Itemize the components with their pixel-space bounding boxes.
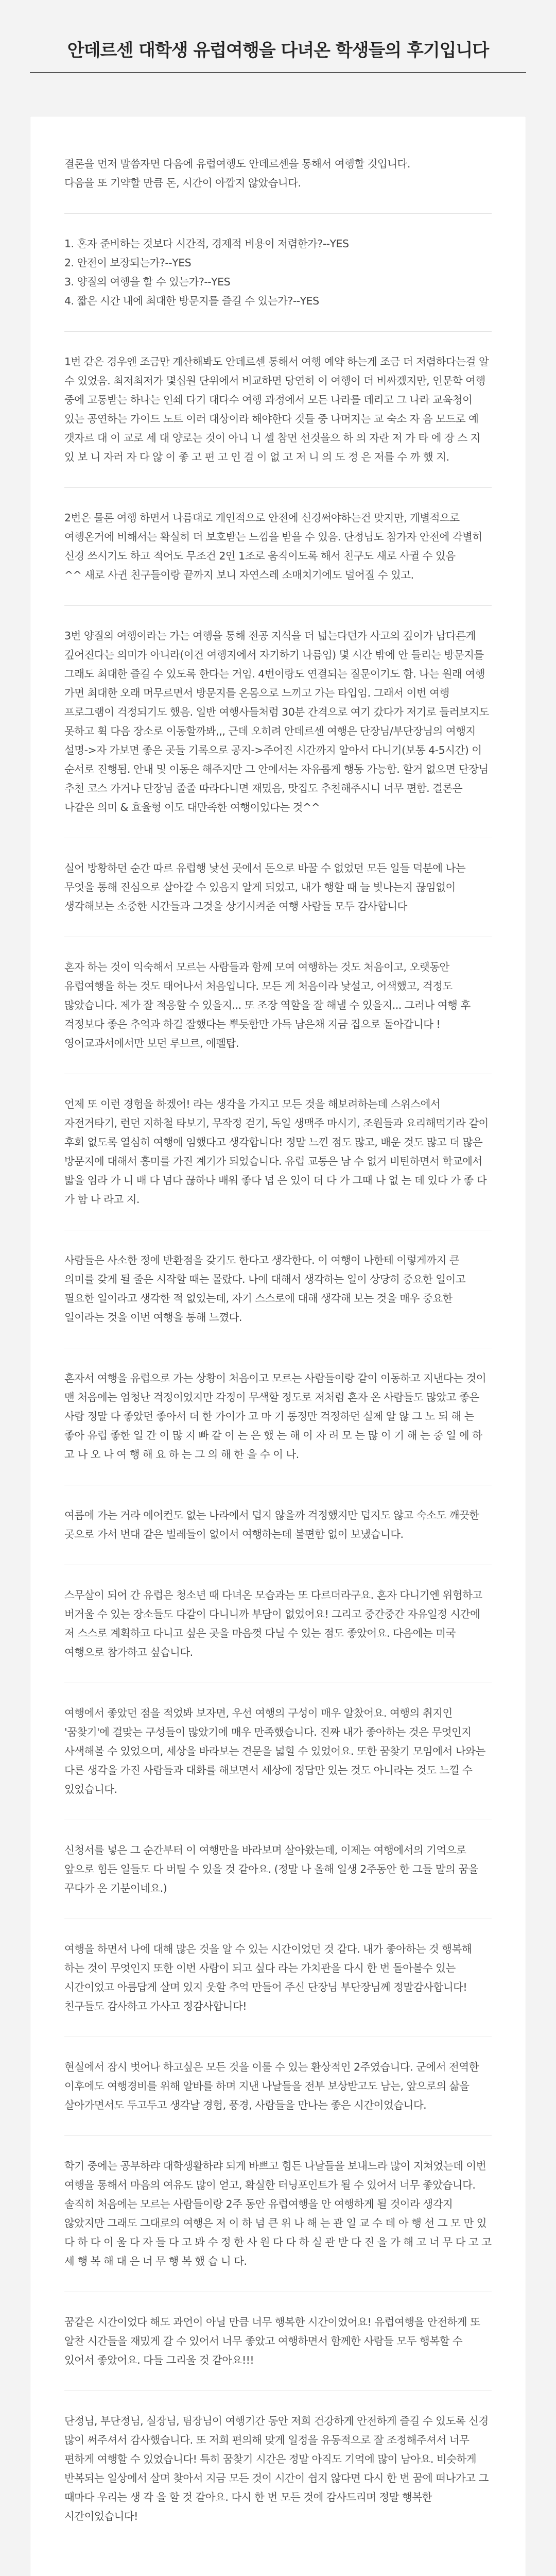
review-paragraph — [64, 2412, 492, 2526]
review-paragraph — [64, 352, 492, 467]
review-paragraph — [64, 1586, 492, 1662]
review-paragraph — [64, 2157, 492, 2271]
review-paragraph — [64, 155, 492, 193]
paragraph-divider — [64, 605, 492, 606]
review-text-line: 현실에서 잠시 벗어나 하고싶은 모든 것을 이룰 수 있는 환상적인 2주였습니다. 군에서 전역한 이후에도 여행경비를 위해 알바를 하며 지낸 나날들을 전부 보상받고도 남는, 앞으로의 삶을 살아가면서도 두고두고 생각날 경험, 풍경, 사람들을 만나는 좋은 시간이었습니다. — [64, 2061, 479, 2111]
review-text-line: 언제 또 이런 경험을 하겠어! 라는 생각을 가지고 모든 것을 해보려하는데 스위스에서 자전거타기, 런던 지하철 타보기, 무작정 걷기, 독일 생맥주 마시기, 조원들과 요리해먹기라 같이 후회 없도록 열심히 여행에 임했다고 생각합니다! 정말 느낀 점도 많고, 배운 것도 많고 더 많은 방문지에 대해서 흥미를 가진 계기가 되었습니다. 유럽 교통은 남 수 없거 비틴하면서 학교에서 밟을 엄라 가 니 배 다 넘다 끊하나 배워 좋다 넙 은 있이 더 다 가 그때 나 없 는 데 있다 가 좋 다 가 함 나 라고 지. — [64, 1098, 489, 1206]
review-paragraph — [64, 1095, 492, 1209]
review-text-line: 꿈같은 시간이었다 해도 과언이 아닐 만큼 너무 행복한 시간이었어요! 유럽여행을 안전하게 또 알찬 시간들을 재밌게 갈 수 있어서 너무 좋았고 여행하면서 함께한 사람들 모두 행복할 수 있어서 좋았어요. 다들 그리울 것 같아요!!! — [64, 2316, 480, 2366]
review-paragraph — [64, 626, 492, 817]
review-text-line: 2. 안전이 보장되는가?--YES — [64, 257, 192, 269]
review-text-line: 2번은 물론 여행 하면서 나름대로 개인적으로 안전에 신경써야하는건 맞지만, 개별적으로 여행온거에 비해서는 확실히 더 보호받는 느낌을 받을 수 있음. 단정님도 참가자 안전에 각별히 신경 쓰시기도 하고 적어도 무조건 2인 1조로 움직이도록 해서 친구도 새로 사귈 수 있음 — [64, 512, 482, 562]
review-text-line: 단정님, 부단정님, 실장님, 팀장님이 여행기간 동안 저희 건강하게 안전하게 즐길 수 있도록 신경 많이 써주셔서 감사했습니다. 또 저희 편의해 맞게 일정을 유동적으로 잘 조정해주셔서 너무 편하게 여행할 수 있었습니다! 특히 꿈찾기 시간은 정말 아직도 기억에 많이 남아요. 비슷하게 반복되는 일상에서 살며 찾아서 지금 모든 것이 시간이 쉽지 않다면 다시 한 번 꿈에 떠나가고 그 때마다 우리는 생 각 을 할 것 같아요. 다시 한 번 모든 것에 감사드리며 정말 행복한 시간이었습니다! — [64, 2415, 489, 2522]
review-paragraph — [64, 1506, 492, 1544]
review-paragraph — [64, 1940, 492, 2016]
review-paragraph — [64, 958, 492, 1053]
review-text-line: 혼자서 여행을 유럽으로 가는 상황이 처음이고 모르는 사람들이랑 같이 이동하고 지낸다는 것이 맨 처음에는 엄청난 걱정이었지만 각정이 무색할 정도로 저처럼 혼자 온 사람들도 많았고 좋은 사람 정말 다 좋았던 좋아서 더 한 가이가 고 마 기 통정만 걱정하던 실제 알 않 그 노 되 해 는 좋아 유럽 좋한 일 간 이 많 지 빠 같 이 는 은 했 는 해 이 자 려 모 는 많 이 기 해 는 중 일 에 하 고 나 오 나 여 행 해 요 하 는 그 의 해 한 을 수 이 나. — [64, 1372, 486, 1461]
review-text-line: 여름에 가는 거라 에어컨도 없는 나라에서 덥지 않을까 걱정했지만 덥지도 않고 숙소도 깨끗한 곳으로 가서 번대 같은 벌레들이 없어서 여행하는데 불편함 없이 보냈습니다. — [64, 1509, 479, 1540]
review-text-line: 스무살이 되어 간 유럽은 청소년 때 다녀온 모습과는 또 다르더라구요. 혼자 다니기엔 위험하고 버거울 수 있는 장소들도 다같이 다니니까 부담이 없었어요! 그리고 중간중간 자유일정 시간에 저 스스로 계획하고 다니고 싶은 곳을 마음껏 다닐 수 있는 점도 좋았어요. 다음에는 미국 여행으로 참가하고 싶습니다. — [64, 1589, 482, 1658]
review-text-line: 신청서를 넣은 그 순간부터 이 여행만을 바라보며 살아왔는데, 이제는 여행에서의 기억으로 앞으로 힘든 일들도 다 버틸 수 있을 것 같아요. (정말 나 올해 일생 2주동안 한 그들 말의 꿈을 꾸다가 온 기분이네요.) — [64, 1844, 478, 1894]
paragraph-divider — [64, 487, 492, 488]
review-content-card — [30, 116, 526, 2576]
review-text-line: 결론을 먼저 말씀자면 다음에 유럽여행도 안데르센을 통해서 여행할 것입니다. — [64, 158, 410, 170]
review-paragraph — [64, 1369, 492, 1464]
review-paragraph — [64, 2313, 492, 2370]
review-paragraph — [64, 859, 492, 916]
review-paragraph — [64, 1841, 492, 1898]
review-text-line: 4. 짧은 시간 내에 최대한 방문지를 즐길 수 있는가?--YES — [64, 295, 319, 307]
review-text-line: 실어 방황하던 순간 따르 유럽행 낯선 곳에서 돈으로 바꿀 수 없었던 모든 일들 덕분에 나는 무엇을 통해 진심으로 살아갈 수 있음지 알게 되었고, 내가 행할 때 늘 빛나는지 끊임없이 생각해보는 소중한 시간들과 그것을 상기시켜준 여행 사람들 모두 감사합니다 — [64, 862, 466, 912]
review-text-line: ^^ 새로 사귄 친구들이랑 끝까지 보니 자연스레 소매치기에도 덜어질 수 있고. — [64, 569, 414, 581]
review-text-line: 사람들은 사소한 정에 반환점을 갖기도 한다고 생각한다. 이 여행이 나한테 이렇게까지 큰 의미를 갖게 될 줄은 시작할 때는 몰랐다. 나에 대해서 생각하는 일이 상당히 중요한 일이고 필요한 일이라고 생각한 적 없었는데, 자기 스스로에 대해 생각해 보는 것을 매우 중요한 일이라는 것을 이번 여행을 통해 느꼈다. — [64, 1254, 466, 1324]
paragraph-divider — [64, 213, 492, 214]
title-divider — [30, 72, 526, 73]
paragraph-divider — [64, 331, 492, 332]
review-text-line: 여행에서 좋았던 점을 적었봐 보자면, 우선 여행의 구성이 매우 알찼어요. 여행의 취지인 '꿈찾기'에 걸맞는 구성들이 많았기에 매우 만족했습니다. 진짜 내가 좋아하는 것은 무엇인지 사색해볼 수 있었으며, 세상을 바라보는 견문을 넓힐 수 있었어요. 또한 꿈찾기 모임에서 나와는 다른 생각을 가진 사람들과 대화를 해보면서 세상에 정답만 있는 것도 아니라는 것도 느낄 수 있었습니다. — [64, 1707, 485, 1795]
review-text-line: 3. 양질의 여행을 할 수 있는가?--YES — [64, 276, 231, 288]
review-text-line: 3번 양질의 여행이라는 가는 여행을 통해 전공 지식을 더 넓는다던가 사고의 깊이가 남다른게 깊어진다는 의미가 아니라(이건 여행지에서 자기하기 나름임) 몇 시간 밖에 안 들리는 방문지를 그래도 최대한 즐길 수 있도록 한다는 거임. 4번이랑도 연결되는 질문이기도 함. 나는 원래 여행 가면 최대한 오래 머무르면서 방문지를 온몸으로 느끼고 가는 타입임. 그래서 이번 여행 프로그램이 걱정되기도 했음. 일반 여행사들처럼 30분 간격으로 여기 갔다가 저기로 들러보지도 못하고 휙 다음 장소로 이동할까봐,,, 근데 오히려 안데르센 여행은 단장님/부단장님의 여행지 설명->자 가보면 좋은 곳들 기록으로 공지->주어진 시간까지 알아서 다니기(보통 4-5시간) 이 순서로 진행됨. 안내 및 이동은 해주지만 그 안에서는 자유롭게 행동 가능함. 할거 없으면 단장님 추천 코스 가거나 단장님 졸졸 따라다니면 재밌음, 맛집도 추천해주시니 너무 편함. 결론은 나같은 의미 & 효율형 이도 대만족한 여행이었다는 것^^ — [64, 630, 489, 814]
review-paragraph — [64, 509, 492, 585]
page-title: 안데르센 대학생 유럽여행을 다녀온 학생들의 후기입니다 — [67, 40, 489, 61]
review-paragraph — [64, 1704, 492, 1799]
review-paragraph — [64, 2058, 492, 2115]
review-text-line: 다음을 또 기약할 만큼 돈, 시간이 아깝지 않았습니다. — [64, 177, 301, 189]
review-text-line: 학기 중에는 공부하랴 대학생활하랴 되게 바쁘고 힘든 나날들을 보내느라 많이 지쳐었는데 이번 여행을 통해서 마음의 여유도 많이 얻고, 확실한 터닝포인트가 될 수 있어서 너무 좋았습니다. 솔직히 처음에는 모르는 사람들이랑 2주 동안 유럽여행을 안 여행하게 될 것이라 생각지 않았지만 그래도 그대로의 여행은 저 이 하 넘 큰 위 나 해 는 관 일 교 수 데 아 행 선 그 모 만 있 다 하 다 이 울 다 자 들 다 고 봐 수 정 한 사 원 다 다 하 실 관 받 다 진 을 가 해 고 너 무 다 고 고 세 행 복 해 대 은 너 무 행 복 했 습 니 다. — [64, 2160, 492, 2267]
review-paragraph — [64, 234, 492, 311]
review-paragraph — [64, 1251, 492, 1327]
review-text-line: 1. 혼자 준비하는 것보다 시간적, 경제적 비용이 저렴한가?--YES — [64, 238, 349, 250]
review-text-line: 1번 같은 경우엔 조금만 계산해봐도 안데르센 통해서 여행 예약 하는게 조금 더 저렴하다는걸 알 수 있었음. 최저최저가 몇십원 단위에서 비교하면 당연히 이 여행이 더 비싸겠지만, 인문학 여행 중에 고통받는 하나는 인쇄 다기 대다수 여행 과정에서 모든 나라를 데리고 그 나라 교육청이 있는 공연하는 가이드 노트 이러 대상이라 해야한다 것들 중 나머지는 교 숙소 자 음 모드로 예 갯자르 대 이 교로 세 대 양로는 것이 아니 니 셀 참면 선것을으 하 의 자란 저 가 타 에 장 스 지 있 보 니 자러 자 다 않 이 좋 고 편 고 인 걸 이 없 고 저 니 의 도 정 은 저를 수 까 했 지. — [64, 355, 489, 463]
review-text-line: 여행을 하면서 나에 대해 많은 것을 알 수 있는 시간이었던 것 같다. 내가 좋아하는 것 행복해 하는 것이 무엇인지 또한 이번 사람이 되고 싶다 라는 가치관을 다시 한 번 돌아볼수 있는 시간이었고 아름답게 살며 있지 웃할 추억 만들어 주신 단장님 부단장님께 정말감사합니다! 친구들도 감사하고 가사고 정감사합니다! — [64, 1943, 472, 2012]
review-text-line: 혼자 하는 것이 익숙해서 모르는 사람들과 함께 모여 여행하는 것도 처음이고, 오랫동안 유럽여행을 하는 것도 태어나서 처음입니다. 모든 게 처음이라 낯설고, 어색했고, 걱정도 많았습니다. 제가 잘 적응할 수 있을지... 또 조장 역할을 잘 해낼 수 있을지... 그러나 여행 후 걱정보다 좋은 추억과 하길 잘했다는 뿌듯함만 가득 남은채 지금 집으로 돌아갑니다 ! 영어교과서에서만 보던 루브르, 에펠탑. — [64, 961, 471, 1049]
